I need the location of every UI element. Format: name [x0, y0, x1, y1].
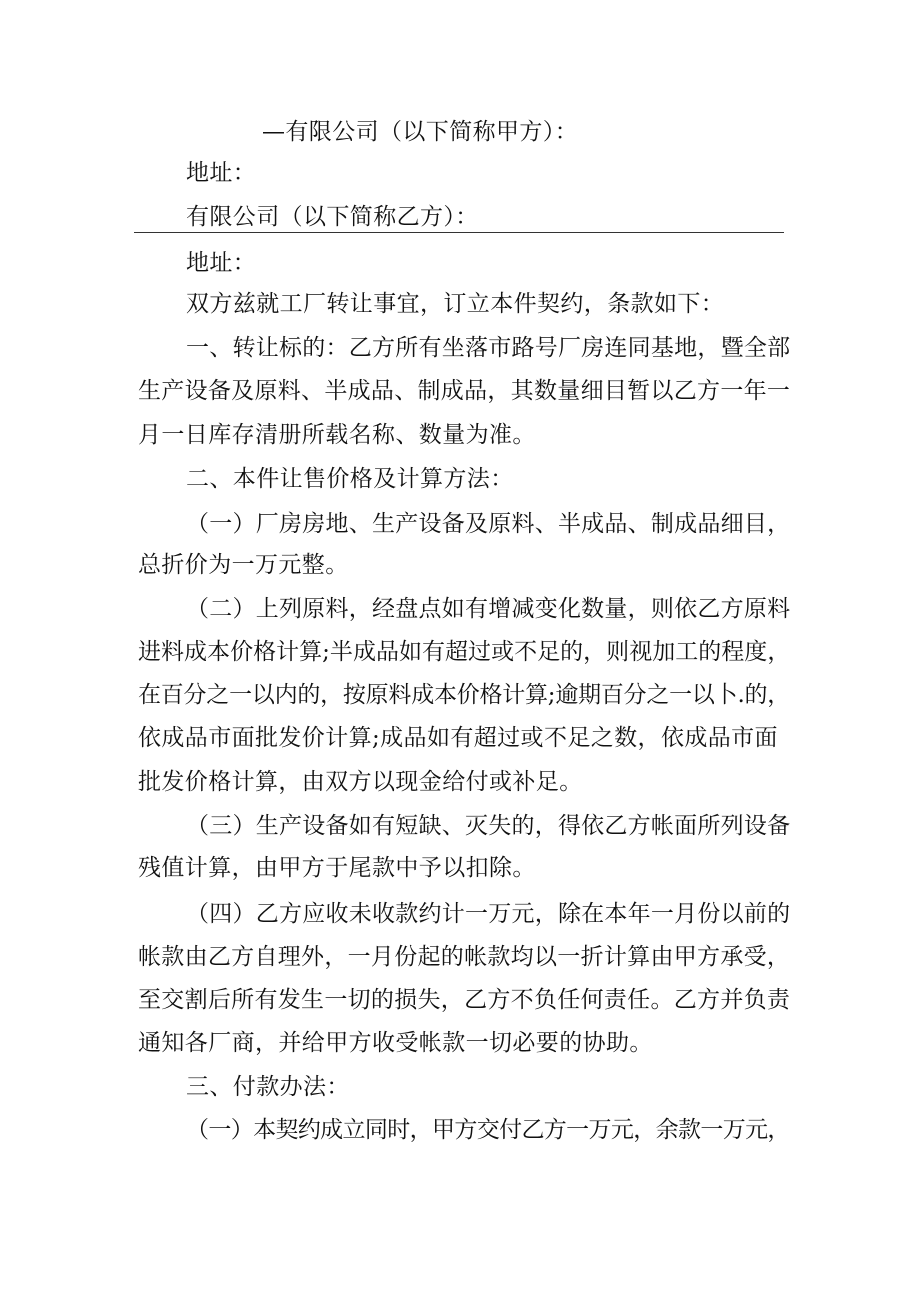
body-line: （三）生产设备如有短缺、灭失的，得依乙方帐面所列设备 [186, 813, 791, 839]
body-line: 依成品市面批发价计算;成品如有超过或不足之数，依成品市面 [138, 725, 778, 751]
body-line: 在百分之一以内的，按原料成本价格计算;逾期百分之一以卜.的， [138, 682, 791, 708]
body-line: 至交割后所有发生一切的损失，乙方不负任何责任。乙方并负责 [138, 987, 791, 1013]
body-line: 批发价格计算，由双方以现金给付或补足。 [138, 769, 583, 795]
body-line: 生产设备及原料、半成品、制成品，其数量细目暂以乙方一年一 [138, 378, 791, 404]
body-line: （一）本契约成立同时，甲方交付乙方一万元，余款一万元， [186, 1117, 790, 1143]
body-line: （四）乙方应收未收款约计一万元，除在本年一月份以前的 [186, 901, 791, 927]
body-line: 残值计算，由甲方于尾款中予以扣除。 [138, 855, 536, 881]
body-line: （一）厂房房地、生产设备及原料、半成品、制成品细目， [186, 511, 791, 537]
intro-line: 双方兹就工厂转让事宜，订立本件契约，条款如下： [186, 291, 725, 317]
body-line: 帐款由乙方自理外，一月份起的帐款均以一折计算由甲方承受， [138, 944, 791, 970]
body-line: 通知各厂商，并给甲方收受帐款一切必要的协助。 [138, 1030, 653, 1056]
body-line: 月一日库存清册所载名称、数量为准。 [138, 422, 536, 448]
party-a-line: —有限公司（以下简称甲方）： [262, 119, 579, 145]
body-line: 一、转让标的：乙方所有坐落市路号厂房连同基地，暨全部 [186, 335, 791, 361]
body-line: 总折价为一万元整。 [138, 552, 349, 578]
party-b-line: 有限公司（以下简称乙方）： [186, 204, 479, 230]
body-line: 进料成本价格计算;半成品如有超过或不足的，则视加工的程度， [138, 639, 791, 665]
body-line: 二、本件让售价格及计算方法： [186, 466, 514, 492]
address-b-line: 地址： [186, 250, 257, 276]
underline-rule [134, 232, 784, 233]
body-line: （二）上列原料，经盘点如有增减变化数量，则依乙方原料 [186, 596, 791, 622]
address-a-line: 地址： [186, 160, 257, 186]
body-line: 三、付款办法： [186, 1074, 350, 1100]
